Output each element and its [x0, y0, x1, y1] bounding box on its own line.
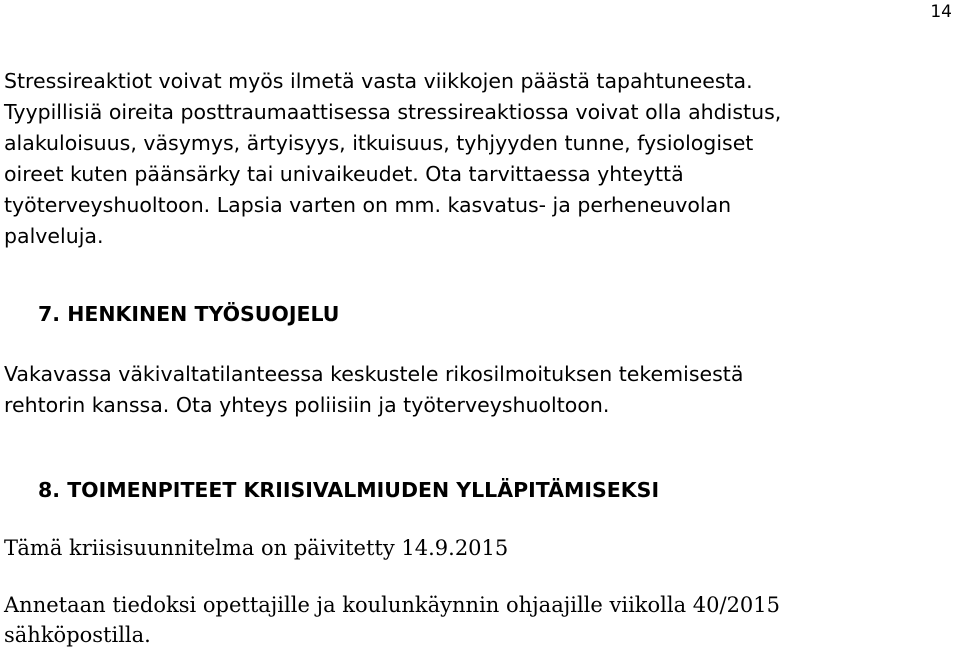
paragraph-line: Stressireaktiot voivat myös ilmetä vasta viikkojen päästä tapahtuneesta. [4, 69, 753, 93]
paragraph-line: rehtorin kanssa. Ota yhteys poliisiin ja työterveyshuoltoon. [4, 393, 610, 417]
paragraph-line: sähköpostilla. [4, 623, 151, 647]
section-7-heading: 7. HENKINEN TYÖSUOJELU [38, 302, 340, 326]
paragraph-line: oireet kuten päänsärky tai univaikeudet. Ota tarvittaessa yhteyttä [4, 162, 684, 186]
paragraph-line: Vakavassa väkivaltatilanteessa keskustele rikosilmoituksen tekemisestä [4, 362, 744, 386]
section-8-heading: 8. TOIMENPITEET KRIISIVALMIUDEN YLLÄPITÄMISEKSI [38, 478, 660, 502]
stress-paragraph [4, 66, 781, 252]
page-number: 14 [930, 2, 952, 22]
paragraph-line: Tyypillisiä oireita posttraumaattisessa stressireaktiossa voivat olla ahdistus, [4, 100, 782, 124]
update-date-line: Tämä kriisisuunnitelma on päivitetty 14.9.2015 [4, 536, 509, 560]
paragraph-line: työterveyshuoltoon. Lapsia varten on mm. kasvatus- ja perheneuvolan [4, 193, 732, 217]
section-7-paragraph [4, 359, 743, 421]
paragraph-line: Annetaan tiedoksi opettajille ja koulunkäynnin ohjaajille viikolla 40/2015 [4, 593, 781, 617]
notice-paragraph [4, 590, 780, 650]
paragraph-line: palveluja. [4, 224, 104, 248]
paragraph-line: alakuloisuus, väsymys, ärtyisyys, itkuisuus, tyhjyyden tunne, fysiologiset [4, 131, 754, 155]
